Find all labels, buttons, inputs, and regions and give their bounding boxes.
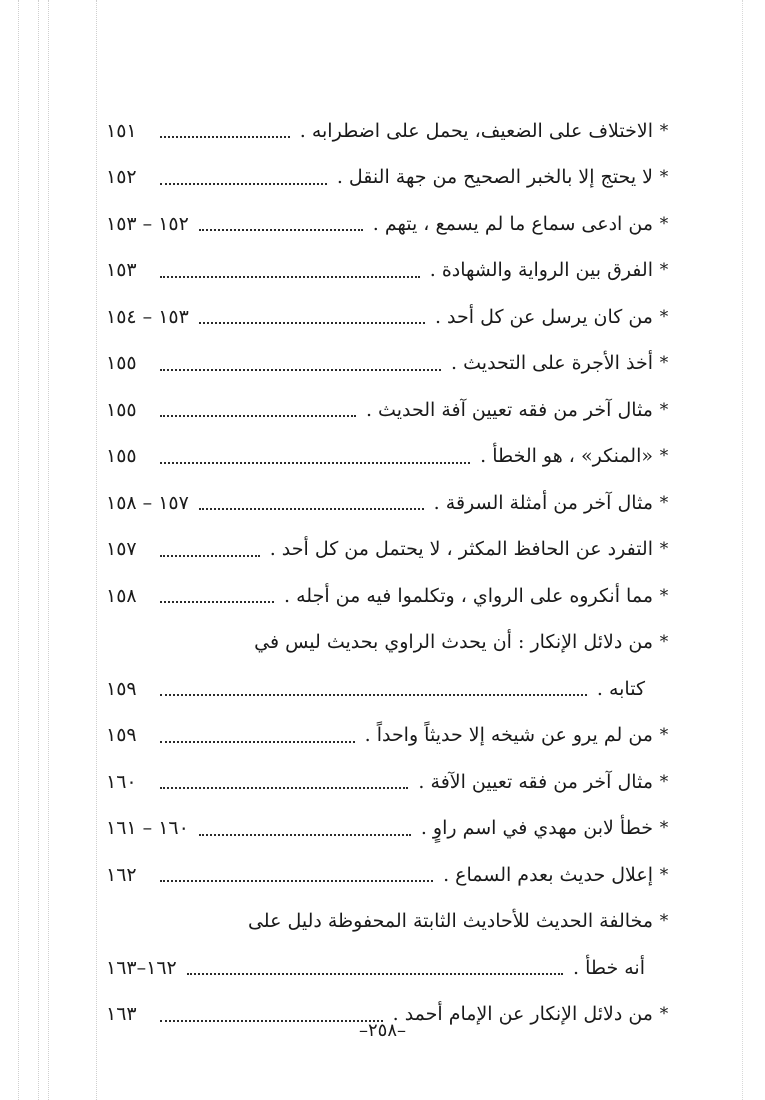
bullet-star: * bbox=[659, 911, 669, 932]
dot-leader bbox=[160, 183, 327, 185]
toc-entry bbox=[100, 759, 675, 806]
toc-entry-title: من لم يرو عن شيخه إلا حديثاً واحداً . bbox=[364, 724, 653, 747]
toc-entry bbox=[100, 248, 675, 295]
toc-entry bbox=[100, 806, 675, 853]
bullet-star: * bbox=[659, 771, 669, 792]
dot-leader bbox=[160, 787, 408, 789]
toc-entry-title: أنه خطأ . bbox=[573, 956, 645, 979]
toc-entry-page: ١٦٠ bbox=[106, 770, 137, 793]
bullet-star: * bbox=[659, 306, 669, 327]
toc-entry-page: ١٦٢–١٦٣ bbox=[106, 956, 177, 979]
toc-entry-page: ١٥٢ bbox=[106, 166, 137, 189]
toc-entry-page: ١٥٩ bbox=[106, 724, 137, 747]
toc-entry bbox=[100, 620, 675, 667]
toc-entry-page: ١٥٩ bbox=[106, 677, 137, 700]
bullet-star: * bbox=[659, 585, 669, 606]
toc-entry bbox=[100, 852, 675, 899]
toc-entry-title: كتابه . bbox=[596, 677, 645, 700]
dot-leader bbox=[160, 415, 356, 417]
toc-entry-page: ١٦٠ – ١٦١ bbox=[106, 817, 189, 840]
dot-leader bbox=[199, 229, 363, 231]
dot-leader bbox=[160, 369, 441, 371]
bullet-star: * bbox=[659, 818, 669, 839]
scan-guide-line bbox=[48, 0, 49, 1100]
scan-guide-line bbox=[96, 0, 97, 1100]
bullet-star: * bbox=[659, 399, 669, 420]
toc-entry-page: ١٦٣ bbox=[106, 1003, 137, 1026]
toc-entry-title: مثال آخر من فقه تعيين الآفة . bbox=[418, 770, 653, 793]
toc-entry-title: إعلال حديث بعدم السماع . bbox=[443, 863, 653, 886]
bullet-star: * bbox=[659, 167, 669, 188]
bullet-star: * bbox=[659, 632, 669, 653]
toc-entry bbox=[100, 527, 675, 574]
toc-entry-title: أخذ الأجرة على التحديث . bbox=[451, 352, 653, 375]
bullet-star: * bbox=[659, 353, 669, 374]
bullet-star: * bbox=[659, 1004, 669, 1025]
toc-entry bbox=[100, 294, 675, 341]
toc-entry-page: ١٥١ bbox=[106, 119, 137, 142]
toc-entry-page: ١٥٥ bbox=[106, 398, 137, 421]
bullet-star: * bbox=[659, 213, 669, 234]
bullet-star: * bbox=[659, 120, 669, 141]
toc-entry bbox=[100, 480, 675, 527]
toc-entry bbox=[100, 108, 675, 155]
toc-entry bbox=[100, 387, 675, 434]
toc-entry-title: الفرق بين الرواية والشهادة . bbox=[429, 259, 653, 282]
toc-entry bbox=[100, 201, 675, 248]
toc-entry-title: مثال آخر من أمثلة السرقة . bbox=[433, 491, 653, 514]
dot-leader bbox=[160, 555, 260, 557]
toc-entry-continuation bbox=[100, 945, 675, 992]
dot-leader bbox=[199, 834, 411, 836]
bullet-star: * bbox=[659, 260, 669, 281]
toc-entry-title: مما أنكروه على الرواي ، وتكلموا فيه من أجله . bbox=[284, 584, 653, 607]
dot-leader bbox=[160, 741, 355, 743]
toc-entry-title: من دلائل الإنكار : أن يحدث الراوي بحديث ليس في bbox=[254, 631, 653, 654]
dot-leader bbox=[199, 508, 424, 510]
toc-entry-title: التفرد عن الحافظ المكثر ، لا يحتمل من كل أحد . bbox=[269, 538, 653, 561]
toc-entry-title: لا يحتج إلا بالخبر الصحيح من جهة النقل . bbox=[336, 166, 653, 189]
dot-leader bbox=[160, 276, 420, 278]
toc-entry-page: ١٥٥ bbox=[106, 445, 137, 468]
toc-entry-page: ١٥٧ bbox=[106, 538, 137, 561]
dot-leader bbox=[160, 880, 433, 882]
toc-entry-page: ١٥٧ – ١٥٨ bbox=[106, 491, 189, 514]
toc-entry-title: مخالفة الحديث للأحاديث الثابتة المحفوظة دليل على bbox=[247, 910, 653, 933]
scan-guide-line bbox=[38, 0, 39, 1100]
toc-entry-page: ١٥٣ bbox=[106, 259, 137, 282]
toc-entry-title: مثال آخر من فقه تعيين آفة الحديث . bbox=[365, 398, 653, 421]
bullet-star: * bbox=[659, 864, 669, 885]
toc-entry bbox=[100, 155, 675, 202]
dot-leader bbox=[160, 462, 470, 464]
toc-entry bbox=[100, 713, 675, 760]
dot-leader bbox=[160, 601, 274, 603]
toc-entry bbox=[100, 341, 675, 388]
page-number-footer: –٢٥٨– bbox=[358, 1020, 406, 1041]
toc-entry-page: ١٦٢ bbox=[106, 863, 137, 886]
toc-entry-title: الاختلاف على الضعيف، يحمل على اضطرابه . bbox=[299, 119, 653, 142]
toc-entry bbox=[100, 434, 675, 481]
toc-entry-continuation bbox=[100, 666, 675, 713]
bullet-star: * bbox=[659, 446, 669, 467]
toc-entry-page: ١٥٣ – ١٥٤ bbox=[106, 305, 189, 328]
toc-entry-title: من دلائل الإنكار عن الإمام أحمد . bbox=[392, 1003, 653, 1026]
toc-entry-page: ١٥٢ – ١٥٣ bbox=[106, 212, 189, 235]
scan-guide-line bbox=[742, 0, 743, 1100]
toc-entry-title: خطأ لابن مهدي في اسم راوٍ . bbox=[420, 817, 653, 840]
bullet-star: * bbox=[659, 725, 669, 746]
toc-entry-title: من ادعى سماع ما لم يسمع ، يتهم . bbox=[372, 212, 653, 235]
toc-entry bbox=[100, 899, 675, 946]
toc-entry-page: ١٥٨ bbox=[106, 584, 137, 607]
toc-entry-title: «المنكر» ، هو الخطأ . bbox=[480, 445, 653, 468]
dot-leader bbox=[199, 322, 425, 324]
toc-entry bbox=[100, 573, 675, 620]
bullet-star: * bbox=[659, 539, 669, 560]
dot-leader bbox=[187, 973, 563, 975]
dot-leader bbox=[160, 136, 290, 138]
scan-guide-line bbox=[18, 0, 19, 1100]
bullet-star: * bbox=[659, 492, 669, 513]
dot-leader bbox=[160, 694, 587, 696]
toc-entry-title: من كان يرسل عن كل أحد . bbox=[434, 305, 653, 328]
table-of-contents bbox=[100, 108, 675, 1038]
toc-entry-page: ١٥٥ bbox=[106, 352, 137, 375]
